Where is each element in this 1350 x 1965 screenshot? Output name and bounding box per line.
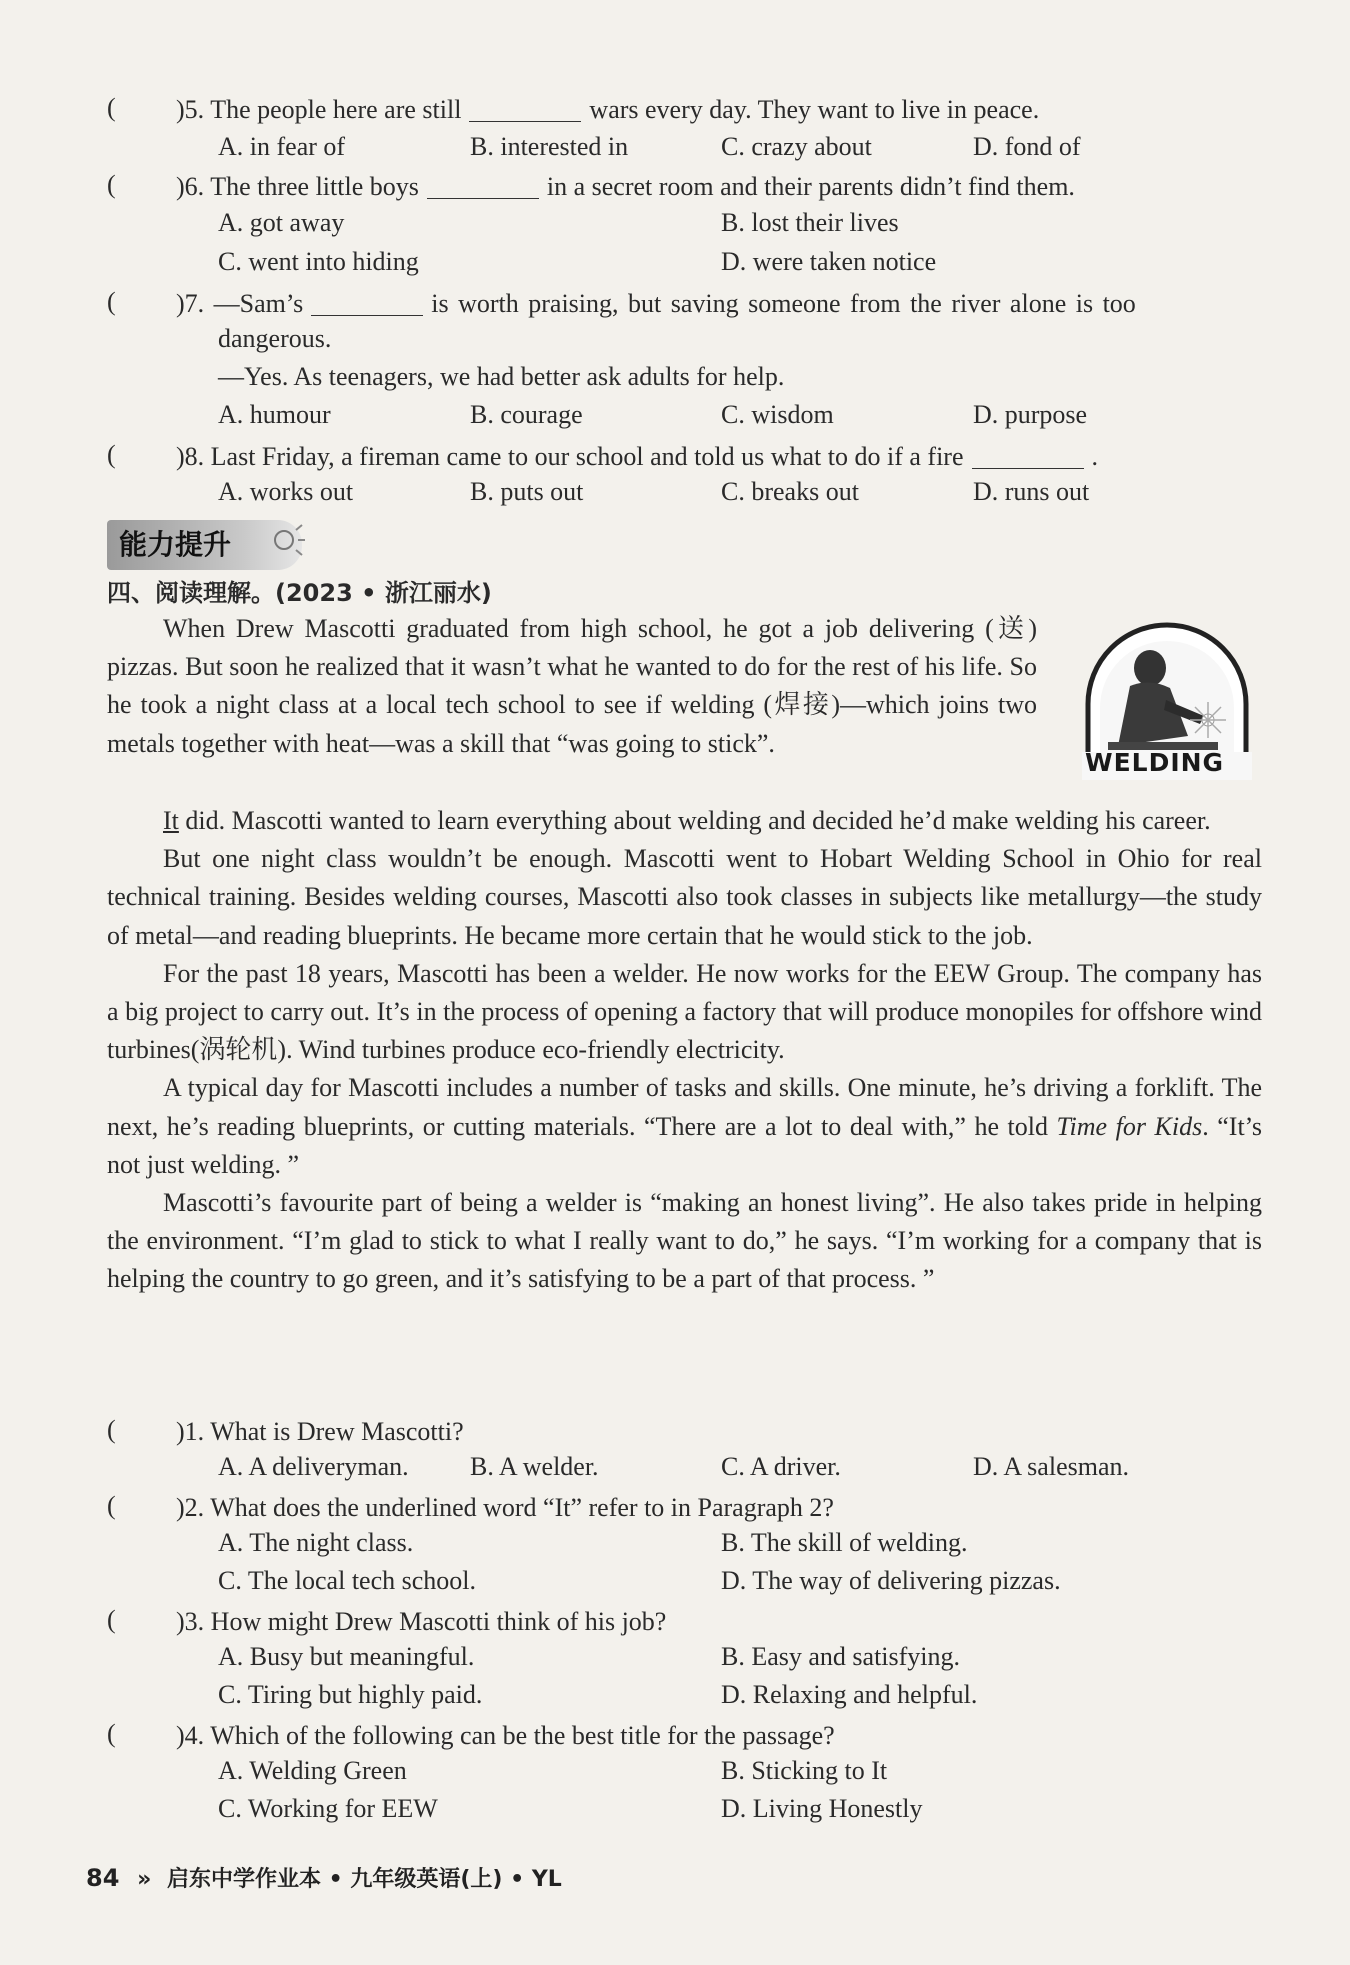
q7-option-b: B. courage (470, 400, 583, 429)
page-number: 84 (86, 1864, 120, 1892)
answer-paren: ( (107, 93, 116, 122)
underlined-word: It (163, 806, 179, 835)
answer-blank (311, 289, 423, 316)
q7-option-a: A. humour (218, 400, 331, 429)
q4-option-d: D. Living Honestly (721, 1794, 923, 1823)
q8-option-d: D. runs out (973, 477, 1090, 506)
passage-paragraph-5: A typical day for Mascotti includes a number of tasks and skills. One minute, he’s driving a forklift. The next, he’s reading blueprints, or cutting materials. “There are a lot to deal with,” he told Time for Kids. “It’s not just welding. ” (107, 1073, 1263, 1179)
passage-paragraph-4: For the past 18 years, Mascotti has been a welder. He now works for the EEW Group. The company has a big project to carry out. It’s in the process of opening a factory that will produce monopiles for offshore wind turbines(涡轮机). Wind turbines produce eco-friendly electricity. (107, 958, 1262, 1065)
q6-option-c: C. went into hiding (218, 247, 419, 276)
q8-option-c: C. breaks out (721, 477, 859, 506)
q1-option-b: B. A welder. (470, 1452, 599, 1481)
q6-option-b: B. lost their lives (721, 208, 899, 237)
question-7-line3: —Yes. As teenagers, we had better ask adults for help. (218, 362, 785, 391)
q6-option-a: A. got away (218, 208, 345, 237)
question-7-stem: )7. —Sam’s is worth praising, but saving someone from the river alone is too (176, 289, 1136, 318)
q3-option-a: A. Busy but meaningful. (218, 1642, 475, 1671)
answer-paren: ( (107, 440, 116, 469)
question-5-stem: )5. The people here are still wars every day. They want to live in peace. (176, 95, 1040, 124)
q7-option-c: C. wisdom (721, 400, 834, 429)
q1-option-d: D. A salesman. (973, 1452, 1129, 1481)
section-banner: 能力提升 (107, 520, 302, 570)
footer-book-title: 启东中学作业本 • 九年级英语(上) • YL (166, 1867, 562, 1892)
q2-option-d: D. The way of delivering pizzas. (721, 1566, 1061, 1595)
answer-paren: ( (107, 1605, 116, 1634)
q3-option-b: B. Easy and satisfying. (721, 1642, 961, 1671)
q5-option-b: B. interested in (470, 132, 629, 161)
answer-paren: ( (107, 287, 116, 316)
double-chevron-icon: » (137, 1867, 152, 1892)
answer-paren: ( (107, 1719, 116, 1748)
answer-blank (469, 95, 581, 122)
question-6-stem: )6. The three little boys in a secret room and their parents didn’t find them. (176, 172, 1075, 201)
lightbulb-icon (270, 522, 306, 562)
question-3-stem: )3. How might Drew Mascotti think of his job? (176, 1607, 667, 1636)
passage-paragraph-2: It did. Mascotti wanted to learn everything about welding and decided he’d make welding his career. (163, 806, 1211, 835)
answer-paren: ( (107, 1415, 116, 1444)
q1-option-c: C. A driver. (721, 1452, 841, 1481)
answer-blank (427, 172, 539, 199)
answer-paren: ( (107, 170, 116, 199)
q5-option-a: A. in fear of (218, 132, 346, 161)
q2-option-c: C. The local tech school. (218, 1566, 477, 1595)
answer-paren: ( (107, 1491, 116, 1520)
q6-option-d: D. were taken notice (721, 247, 937, 276)
q3-option-d: D. Relaxing and helpful. (721, 1680, 978, 1709)
q7-option-d: D. purpose (973, 400, 1088, 429)
welding-logo-text: WELDING (1085, 748, 1225, 777)
answer-blank (972, 442, 1084, 469)
passage-paragraph-1: When Drew Mascotti graduated from high school, he got a job delivering (送) pizzas. But soon he realized that it wasn’t what he wanted to do for the rest of his life. So he took a night class at a local tech school to see if welding (焊接)—which joins two metals together with heat—was a skill that “was going to stick”. (107, 614, 1037, 758)
q4-option-b: B. Sticking to It (721, 1756, 888, 1785)
q8-option-b: B. puts out (470, 477, 584, 506)
q5-option-d: D. fond of (973, 132, 1081, 161)
section-title: 四、阅读理解。(2023 • 浙江丽水) (107, 579, 492, 607)
question-4-stem: )4. Which of the following can be the best title for the passage? (176, 1721, 835, 1750)
q3-option-c: C. Tiring but highly paid. (218, 1680, 483, 1709)
q4-option-a: A. Welding Green (218, 1756, 407, 1785)
passage-paragraph-3: But one night class wouldn’t be enough. Mascotti went to Hobart Welding School in Ohio for real technical training. Besides welding courses, Mascotti also took classes in subjects like metallurgy—the study of metal—and reading blueprints. He became more certain that he would stick to the job. (107, 844, 1262, 950)
q2-option-b: B. The skill of welding. (721, 1528, 968, 1557)
q5-option-c: C. crazy about (721, 132, 872, 161)
passage-paragraph-6: Mascotti’s favourite part of being a welder is “making an honest living”. He also takes pride in helping the environment. “I’m glad to stick to what I really want to do,” he says. “I’m working for a company that is helping the country to go green, and it’s satisfying to be a part of that process. ” (107, 1188, 1262, 1294)
question-2-stem: )2. What does the underlined word “It” refer to in Paragraph 2? (176, 1493, 834, 1522)
q8-option-a: A. works out (218, 477, 354, 506)
passage-body (107, 802, 1262, 1299)
q2-option-a: A. The night class. (218, 1528, 414, 1557)
page-footer (86, 1862, 562, 1893)
q4-option-c: C. Working for EEW (218, 1794, 438, 1823)
q1-option-a: A. A deliveryman. (218, 1452, 409, 1481)
question-7-line2: dangerous. (218, 324, 332, 353)
question-8-stem: )8. Last Friday, a fireman came to our school and told us what to do if a fire . (176, 442, 1098, 471)
question-1-stem: )1. What is Drew Mascotti? (176, 1417, 464, 1446)
